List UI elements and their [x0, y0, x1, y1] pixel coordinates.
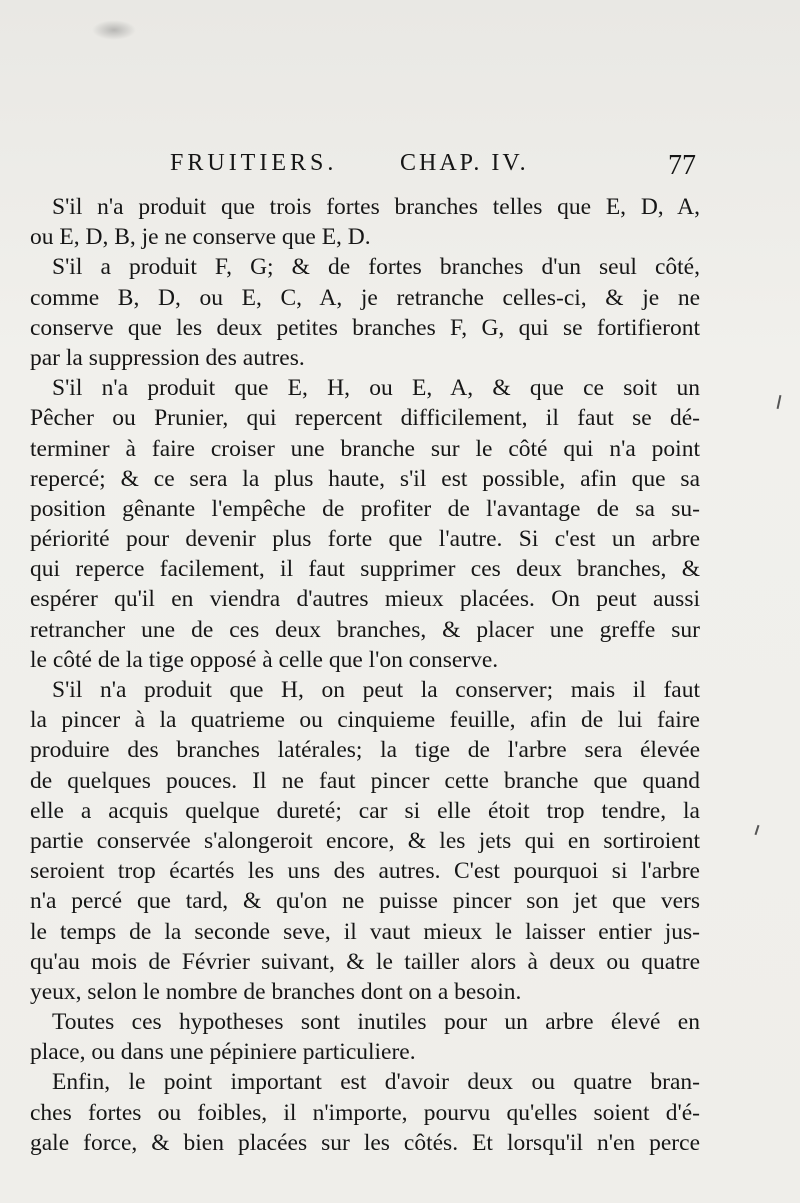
text-line: Toutes ces hypotheses sont inutiles pour un arbre élevé en [52, 1009, 700, 1036]
text-line: espérer qu'il en viendra d'autres mieux placées. On peut aussi [30, 586, 700, 613]
text-line: la pincer à la quatrieme ou cinquieme feuille, afin de lui faire [30, 707, 700, 734]
text-line: qu'au mois de Février suivant, & le tailler alors à deux ou quatre [30, 948, 700, 975]
text-line: le temps de la seconde seve, il vaut mieux le laisser entier jus- [30, 918, 700, 945]
text-line: position gênante l'empêche de profiter de l'avantage de sa su- [30, 495, 700, 522]
text-line: ou E, D, B, je ne conserve que E, D. [30, 224, 371, 251]
text-line: partie conservée s'alongeroit encore, & les jets qui en sortiroient [30, 827, 700, 854]
text-line: produire des branches latérales; la tige de l'arbre sera élevée [30, 737, 700, 764]
page-number: 77 [668, 150, 696, 181]
text-line: n'a percé que tard, & qu'on ne puisse pincer son jet que vers [30, 888, 700, 915]
text-line: S'il n'a produit que H, on peut la conserver; mais il faut [52, 677, 700, 703]
text-line: périorité pour devenir plus forte que l'autre. Si c'est un arbre [30, 526, 700, 553]
margin-mark [777, 395, 782, 409]
page-header [170, 150, 700, 190]
text-line: elle a acquis quelque dureté; car si elle étoit trop tendre, la [30, 797, 700, 824]
chapter-label: CHAP. IV. [400, 150, 529, 176]
text-line: yeux, selon le nombre de branches dont on a besoin. [30, 978, 522, 1005]
text-line: par la suppression des autres. [30, 344, 305, 371]
text-line: seroient trop écartés les uns des autres. C'est pourquoi si l'arbre [30, 858, 700, 885]
text-line: place, ou dans une pépiniere particuliere. [30, 1039, 416, 1066]
text-line: repercé; & ce sera la plus haute, s'il est possible, afin que sa [30, 465, 700, 492]
text-line: S'il a produit F, G; & de fortes branches d'un seul côté, [52, 254, 700, 281]
text-line: comme B, D, ou E, C, A, je retranche celles-ci, & je ne [30, 284, 700, 311]
text-line: gale force, & bien placées sur les côtés. Et lorsqu'il n'en perce [30, 1129, 700, 1156]
text-line: retrancher une de ces deux branches, & placer une greffe sur [30, 616, 700, 643]
text-line: terminer à faire croiser une branche sur le côté qui n'a point [30, 435, 700, 462]
running-title: FRUITIERS. [170, 150, 338, 176]
margin-mark [755, 825, 760, 835]
text-line: Enfin, le point important est d'avoir deux ou quatre bran- [52, 1069, 700, 1096]
text-line: S'il n'a produit que E, H, ou E, A, & que ce soit un [52, 375, 700, 402]
text-line: qui reperce facilement, il faut supprimer ces deux branches, & [30, 556, 700, 583]
text-line: Pêcher ou Prunier, qui repercent difficilement, il faut se dé- [30, 405, 700, 432]
text-line: de quelques pouces. Il ne faut pincer cette branche que quand [30, 767, 700, 794]
text-line: S'il n'a produit que trois fortes branches telles que E, D, A, [52, 194, 700, 220]
text-line: le côté de la tige opposé à celle que l'on conserve. [30, 646, 499, 673]
body-text [30, 192, 700, 1158]
text-line: conserve que les deux petites branches F, G, qui se fortifieront [30, 314, 700, 341]
ink-smudge [92, 20, 136, 40]
text-line: ches fortes ou foibles, il n'importe, pourvu qu'elles soient d'é- [30, 1099, 700, 1126]
